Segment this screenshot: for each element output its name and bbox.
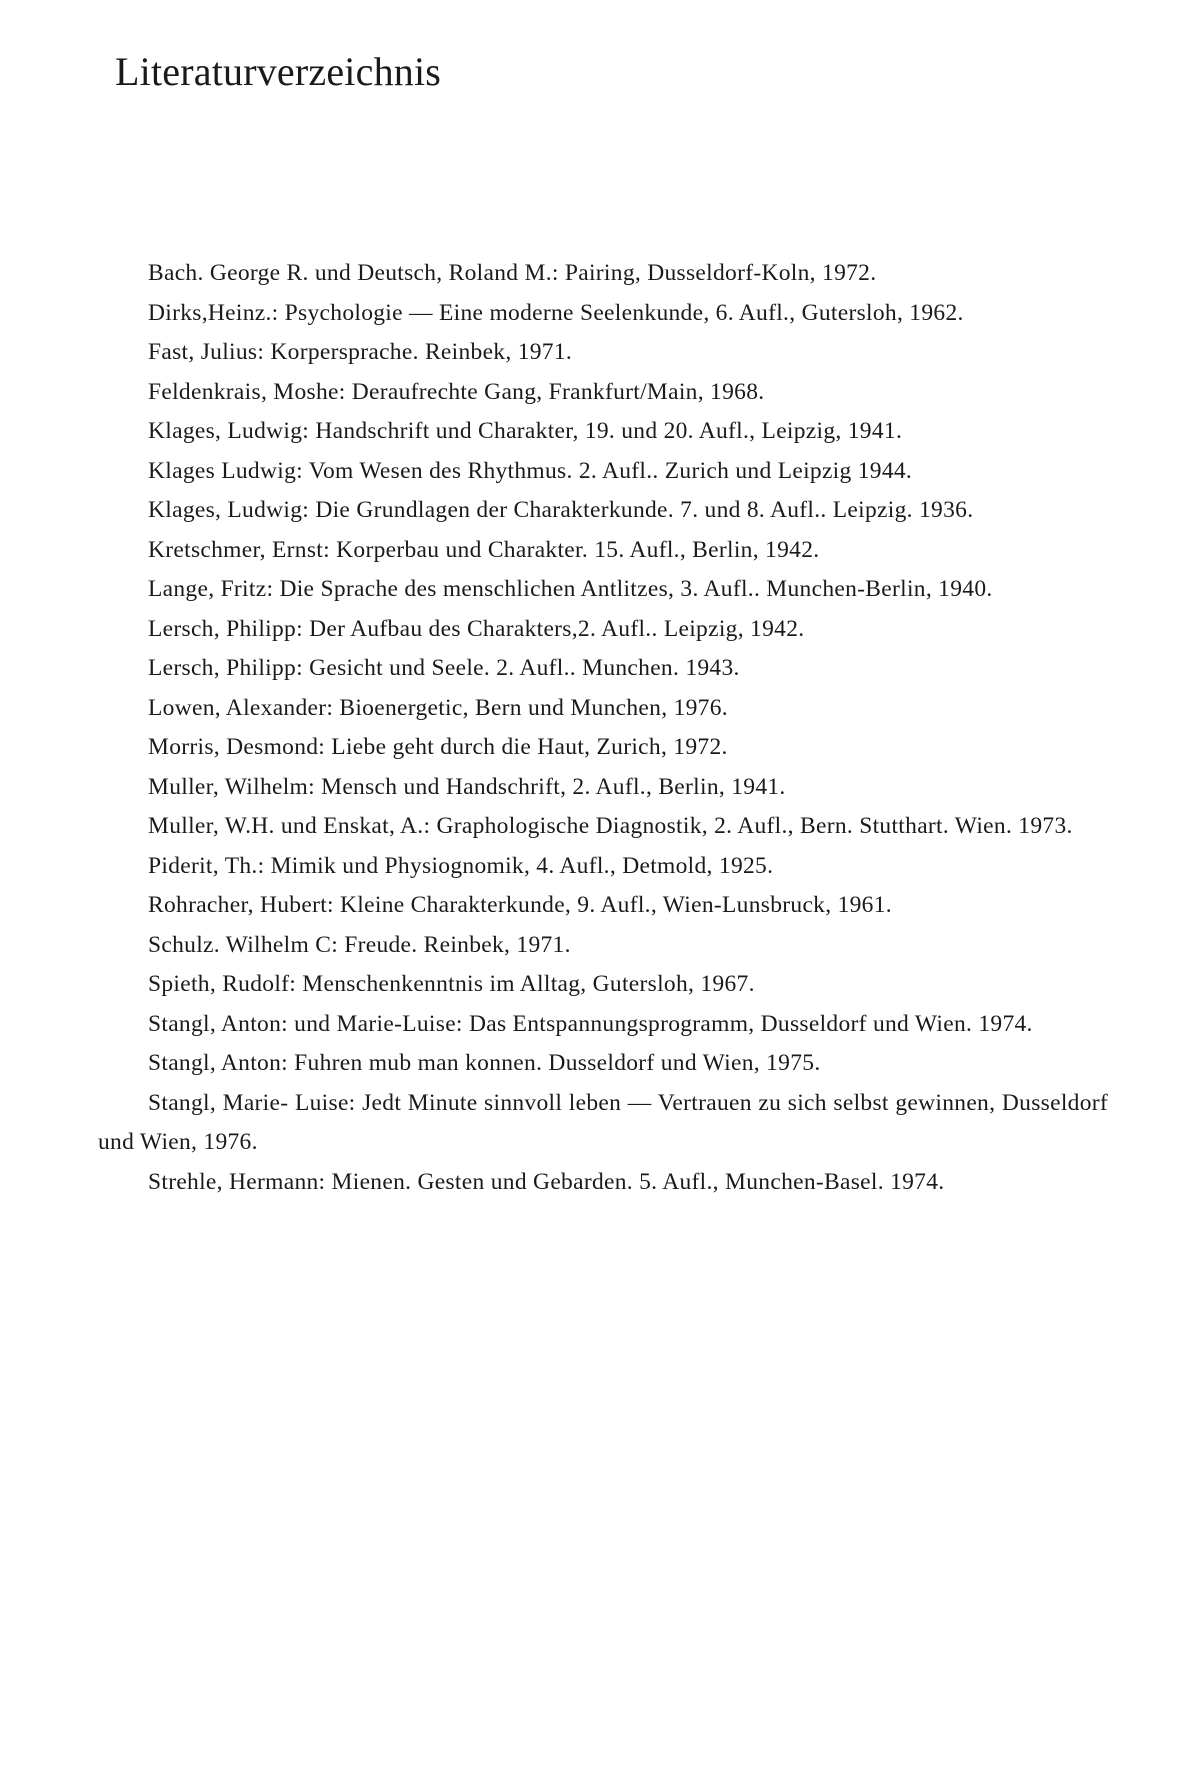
bibliography-entry: Strehle, Hermann: Mienen. Gesten und Gebarden. 5. Aufl., Munchen-Basel. 1974.	[148, 1168, 945, 1195]
bibliography-entry: Stangl, Marie- Luise: Jedt Minute sinnvoll leben — Vertrauen zu sich selbst gewinnen, Dusseldorf und Wien, 1976.	[98, 1089, 1108, 1155]
bibliography-entry: Dirks,Heinz.: Psychologie — Eine moderne Seelenkunde, 6. Aufl., Gutersloh, 1962.	[148, 299, 964, 326]
bibliography-entry: Lersch, Philipp: Gesicht und Seele. 2. Aufl.. Munchen. 1943.	[148, 655, 740, 681]
bibliography-entry: Kretschmer, Ernst: Korperbau und Charakter. 15. Aufl., Berlin, 1942.	[148, 536, 820, 563]
bibliography-entry: Rohracher, Hubert: Kleine Charakterkunde, 9. Aufl., Wien-Lunsbruck, 1961.	[148, 892, 892, 918]
bibliography-entry: Fast, Julius: Korpersprache. Reinbek, 1971.	[148, 339, 573, 365]
bibliography-entry: Morris, Desmond: Liebe geht durch die Haut, Zurich, 1972.	[148, 734, 728, 760]
bibliography-list	[98, 254, 1108, 1202]
bibliography-entry: Bach. George R. und Deutsch, Roland M.: Pairing, Dusseldorf-Koln, 1972.	[148, 260, 877, 286]
bibliography-entry: Muller, Wilhelm: Mensch und Handschrift, 2. Aufl., Berlin, 1941.	[148, 773, 786, 800]
bibliography-entry: Klages Ludwig: Vom Wesen des Rhythmus. 2. Aufl.. Zurich und Leipzig 1944.	[148, 457, 913, 484]
bibliography-entry: Muller, W.H. und Enskat, A.: Graphologische Diagnostik, 2. Aufl., Bern. Stutthart. Wien. 1973.	[148, 813, 1073, 839]
bibliography-entry: Stangl, Anton: und Marie-Luise: Das Entspannungsprogramm, Dusseldorf und Wien. 1974.	[148, 1010, 1033, 1037]
bibliography-entry: Feldenkrais, Moshe: Deraufrechte Gang, Frankfurt/Main, 1968.	[148, 378, 765, 405]
bibliography-entry: Lersch, Philipp: Der Aufbau des Charakters,2. Aufl.. Leipzig, 1942.	[148, 615, 805, 642]
bibliography-entry: Stangl, Anton: Fuhren mub man konnen. Dusseldorf und Wien, 1975.	[148, 1050, 821, 1076]
bibliography-entry: Klages, Ludwig: Die Grundlagen der Charakterkunde. 7. und 8. Aufl.. Leipzig. 1936.	[148, 497, 974, 523]
bibliography-entry: Piderit, Th.: Mimik und Physiognomik, 4. Aufl., Detmold, 1925.	[148, 852, 774, 879]
bibliography-entry: Schulz. Wilhelm C: Freude. Reinbek, 1971.	[148, 931, 571, 958]
bibliography-entry: Lowen, Alexander: Bioenergetic, Bern und Munchen, 1976.	[148, 694, 728, 721]
bibliography-entry: Klages, Ludwig: Handschrift und Charakter, 19. und 20. Aufl., Leipzig, 1941.	[148, 418, 903, 444]
bibliography-entry: Lange, Fritz: Die Sprache des menschlichen Antlitzes, 3. Aufl.. Munchen-Berlin, 1940.	[148, 576, 993, 602]
page-title: Literaturverzeichnis	[115, 49, 442, 94]
bibliography-entry: Spieth, Rudolf: Menschenkenntnis im Alltag, Gutersloh, 1967.	[148, 971, 755, 997]
